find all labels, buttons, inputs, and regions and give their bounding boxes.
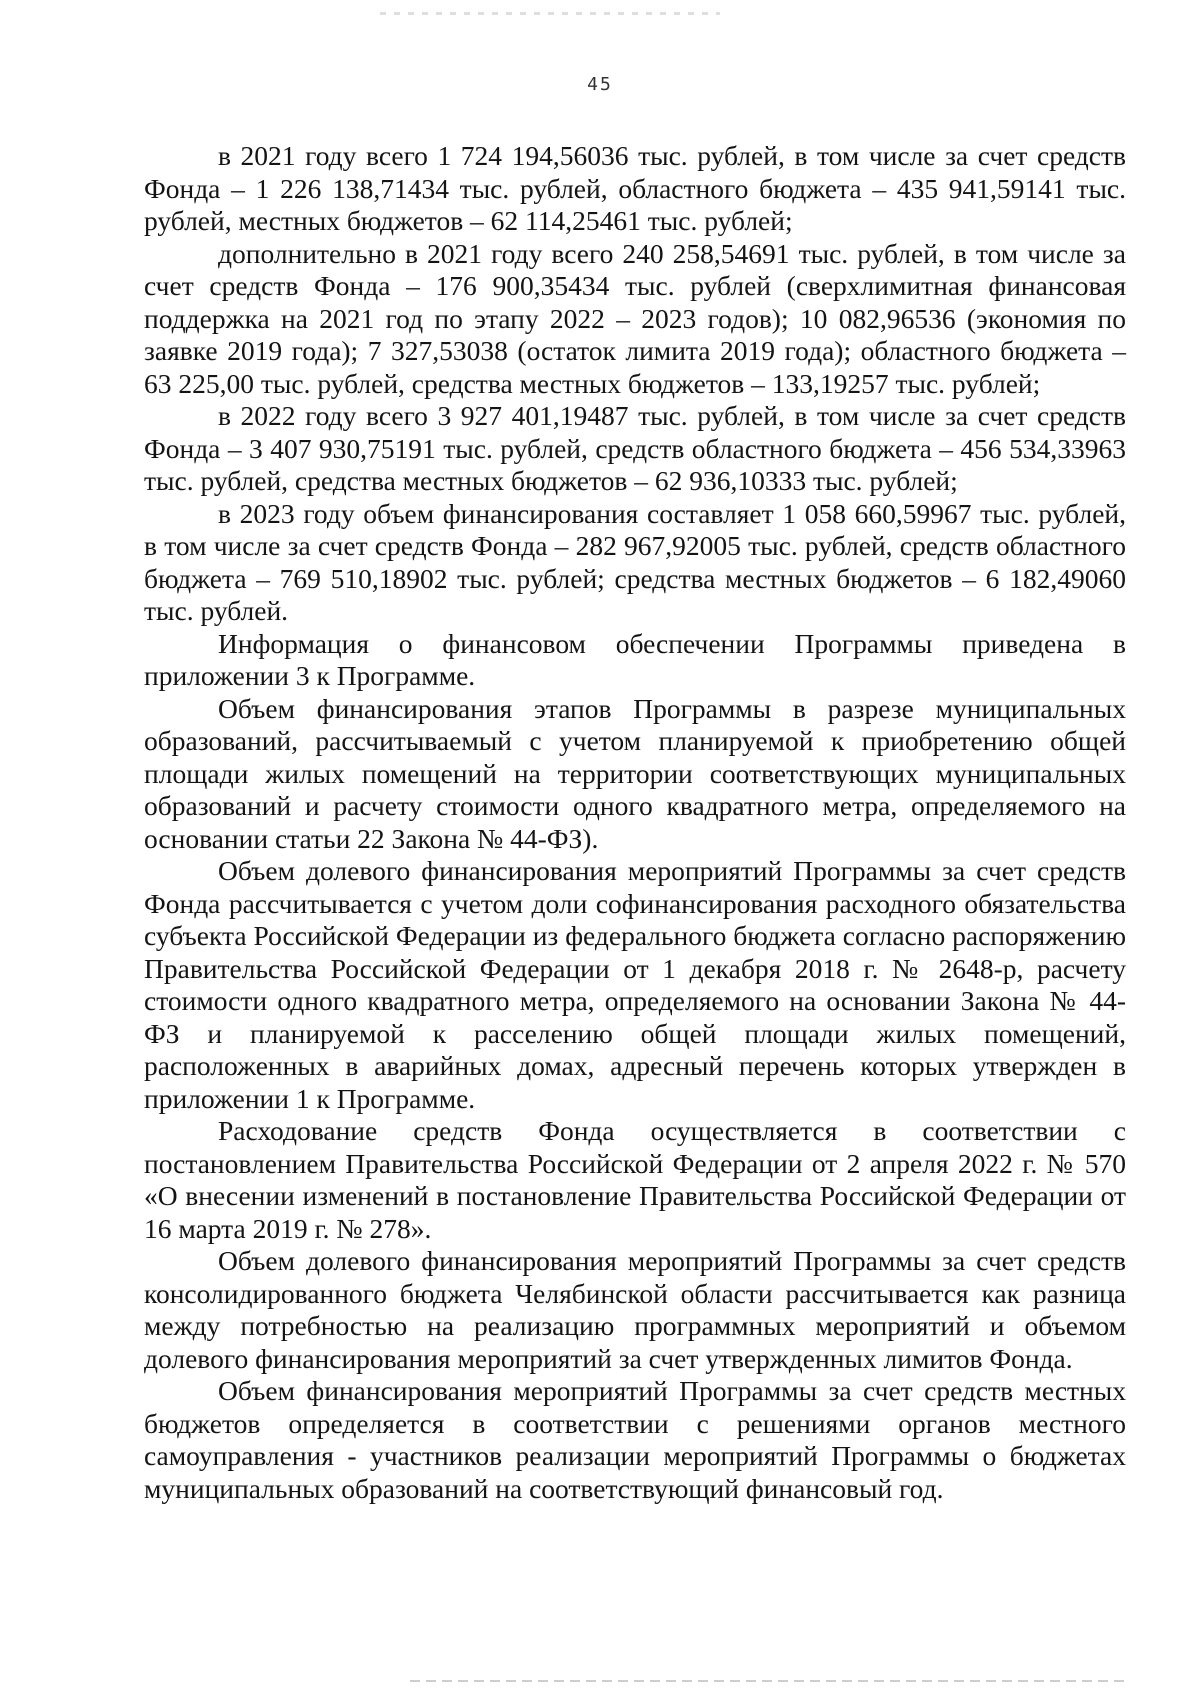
page-number: 45 bbox=[587, 74, 613, 95]
paragraph-fund-spending: Расходование средств Фонда осуществляется в соответствии с постановлением Правительства Российской Федерации от 2 апреля 2022 г. № 570 «О внесении изменений в постановление Правительства Российской Федерации от 16 марта 2019 г. № 278». bbox=[144, 1115, 1126, 1244]
paragraph-funding-2021: в 2021 году всего 1 724 194,56036 тыс. рублей, в том числе за счет средств Фонда – 1 226 138,71434 тыс. рублей, областного бюджета – 435 941,59141 тыс. рублей, местных бюджетов – 62 114,25461 тыс. рублей; bbox=[144, 140, 1126, 236]
paragraph-funding-2022: в 2022 году всего 3 927 401,19487 тыс. рублей, в том числе за счет средств Фонда – 3 407 930,75191 тыс. рублей, средств областного бюджета – 456 534,33963 тыс. рублей, средства местных бюджетов – 62 936,10333 тыс. рублей; bbox=[144, 400, 1126, 496]
paragraph-fund-share: Объем долевого финансирования мероприятий Программы за счет средств Фонда рассчитывается с учетом доли софинансирования расходного обязательства субъекта Российской Федерации из федерального бюджета согласно распоряжению Правительства Российской Федерации от 1 декабря 2018 г. № 2648-р, расчету стоимости одного квадратного метра, определяемого на основании Закона № 44-ФЗ и планируемой к расселению общей площади жилых помещений, расположенных в аварийных домах, адресный перечень которых утвержден в приложении 1 к Программе. bbox=[144, 855, 1126, 1114]
scan-artifact-bottom bbox=[410, 1680, 1130, 1682]
paragraph-consolidated-budget: Объем долевого финансирования мероприятий Программы за счет средств консолидированного бюджета Челябинской области рассчитывается как разница между потребностью на реализацию программных мероприятий и объемом долевого финансирования мероприятий за счет утвержденных лимитов Фонда. bbox=[144, 1245, 1126, 1374]
paragraph-municipal-volume: Объем финансирования этапов Программы в разрезе муниципальных образований, рассчитываемый с учетом планируемой к приобретению общей площади жилых помещений на территории соответствующих муниципальных образований и расчету стоимости одного квадратного метра, определяемого на основании статьи 22 Закона № 44-ФЗ). bbox=[144, 692, 1126, 854]
paragraph-funding-2023: в 2023 году объем финансирования составляет 1 058 660,59967 тыс. рублей, в том числе за счет средств Фонда – 282 967,92005 тыс. рублей, средств областного бюджета – 769 510,18902 тыс. рублей; средства местных бюджетов – 6 182,49060 тыс. рублей. bbox=[144, 497, 1126, 626]
scan-artifact-top bbox=[380, 12, 720, 15]
document-body bbox=[144, 140, 1126, 1505]
paragraph-local-budgets: Объем финансирования мероприятий Программы за счет средств местных бюджетов определяется в соответствии с решениями органов местного самоуправления - участников реализации мероприятий Программы о бюджетах муниципальных образований на соответствующий финансовый год. bbox=[144, 1375, 1126, 1504]
paragraph-financial-info: Информация о финансовом обеспечении Программы приведена в приложении 3 к Программе. bbox=[144, 627, 1126, 691]
paragraph-additional-2021: дополнительно в 2021 году всего 240 258,54691 тыс. рублей, в том числе за счет средств Фонда – 176 900,35434 тыс. рублей (сверхлимитная финансовая поддержка на 2021 год по этапу 2022 – 2023 годов); 10 082,96536 (экономия по заявке 2019 года); 7 327,53038 (остаток лимита 2019 года); областного бюджета – 63 225,00 тыс. рублей, средства местных бюджетов – 133,19257 тыс. рублей; bbox=[144, 237, 1126, 399]
